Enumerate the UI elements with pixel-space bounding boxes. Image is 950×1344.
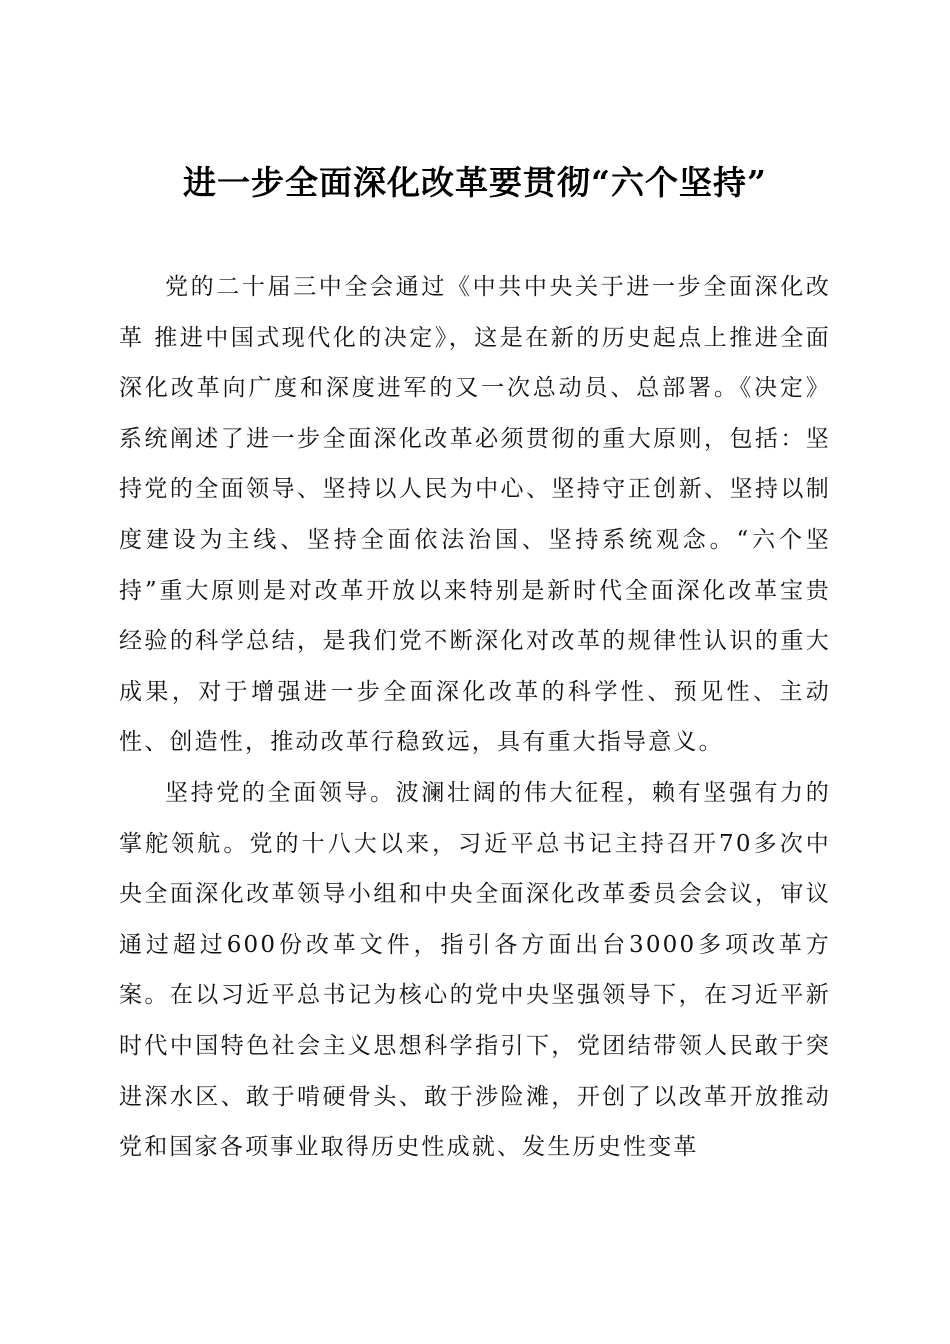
paragraph-intro: 党的二十届三中全会通过《中共中央关于进一步全面深化改革 推进中国式现代化的决定》，这是在新的历史起点上推进全面深化改革向广度和深度进军的又一次总动员、总部署。《决定》系统阐述了进一步全面深化改革必须贯彻的重大原则，包括：坚持党的全面领导、坚持以人民为中心、坚持守正创新、坚持以制度建设为主线、坚持全面依法治国、坚持系统观念。“六个坚持”重大原则是对改革开放以来特别是新时代全面深化改革宝贵经验的科学总结，是我们党不断深化对改革的规律性认识的重大成果，对于增强进一步全面深化改革的科学性、预见性、主动性、创造性，推动改革行稳致远，具有重大指导意义。 [119,274,831,756]
document-title: 进一步全面深化改革要贯彻“六个坚持” [183,163,767,202]
document-body [119,262,831,1173]
paragraph-party-leadership: 坚持党的全面领导。波澜壮阔的伟大征程，赖有坚强有力的掌舵领航。党的十八大以来，习近平总书记主持召开70多次中央全面深化改革领导小组和中央全面深化改革委员会会议，审议通过超过600份改革文件，指引各方面出台3000多项改革方案。在以习近平总书记为核心的党中央坚强领导下，在习近平新时代中国特色社会主义思想科学指引下，党团结带领人民敢于突进深水区、敢于啃硬骨头、敢于涉险滩，开创了以改革开放推动党和国家各项事业取得历史性成就、发生历史性变革 [119,779,831,1161]
